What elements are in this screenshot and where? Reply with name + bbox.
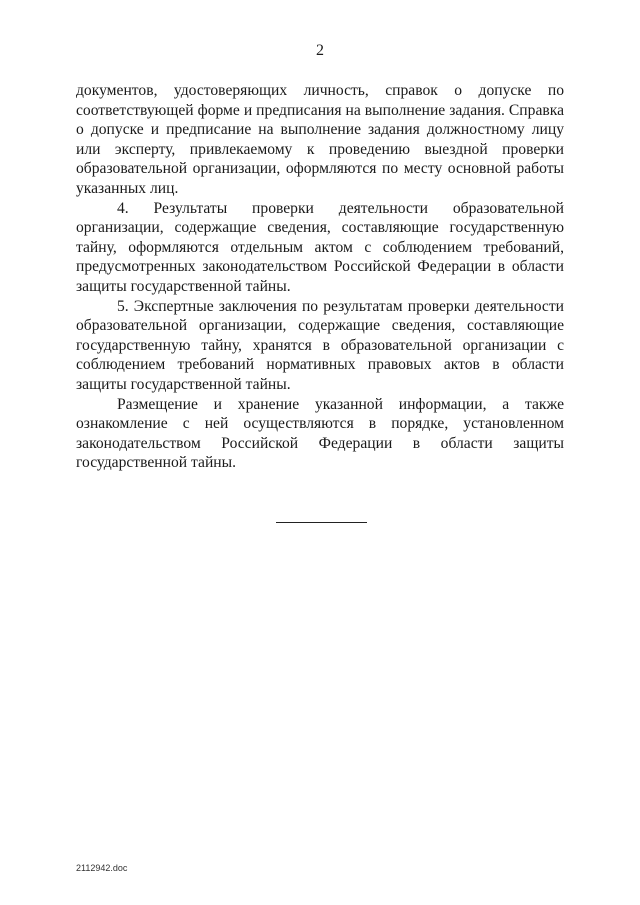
paragraph-item-4: 4. Результаты проверки деятельности образовательной организации, содержащие сведения, составляющие государственную тайну, оформляются отдельным актом с соблюдением требований, предусмотренных законодательством Российской Федерации в области защиты государственной тайны. <box>76 199 564 295</box>
end-of-text-rule <box>276 522 367 523</box>
paragraph-item-5: 5. Экспертные заключения по результатам проверки деятельности образовательной организации, содержащие сведения, составляющие государственную тайну, хранятся в образовательной организации с соблюдением требований нормативных правовых актов в области защиты государственной тайны. <box>76 297 564 393</box>
file-code: 2112942.doc <box>76 863 128 873</box>
page-number: 2 <box>316 42 324 59</box>
document-body <box>76 81 564 473</box>
paragraph-continuation: документов, удостоверяющих личность, справок о допуске по соответствующей форме и предписания на выполнение задания. Справка о допуске и предписание на выполнение задания должностному лицу или эксперту, привлекаемому к проведению выездной проверки образовательной организации, оформляются по месту основной работы указанных лиц. <box>76 82 564 197</box>
paragraph-placement: Размещение и хранение указанной информации, а также ознакомление с ней осуществляются в порядке, установленном законодательством Российской Федерации в области защиты государственной тайны. <box>76 395 564 472</box>
